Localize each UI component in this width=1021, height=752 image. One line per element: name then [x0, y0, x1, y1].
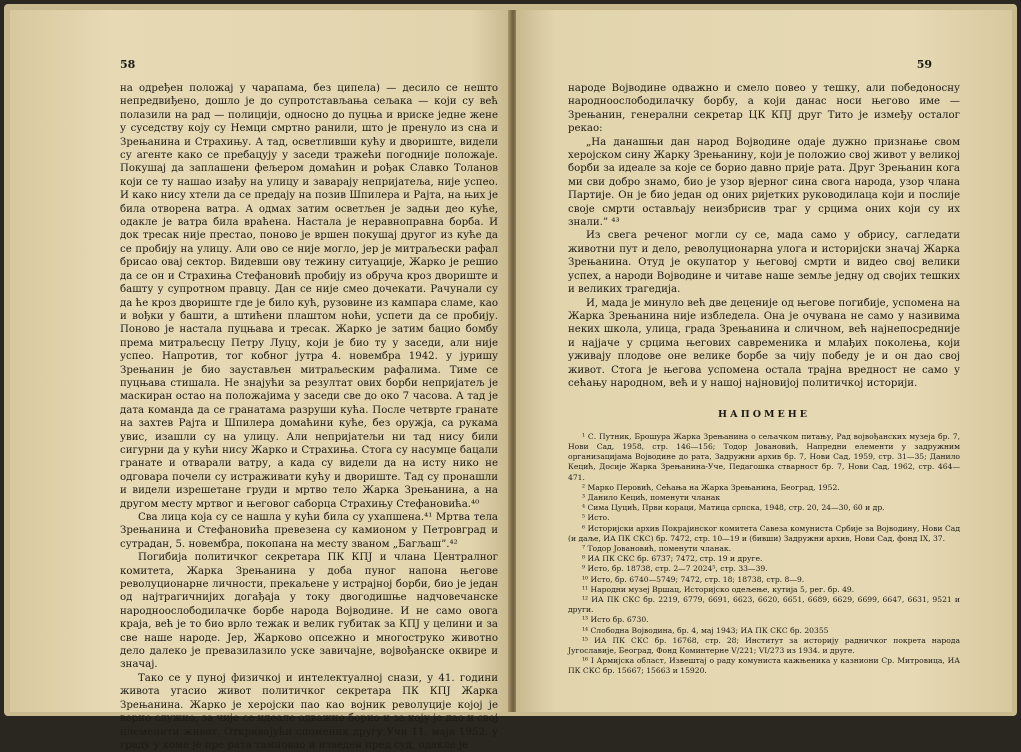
footnote: ¹⁴ Слободна Војводина, бр. 4, мај 1943; ИА ПК СКС бр. 20355	[582, 625, 829, 635]
book-spread	[4, 4, 1017, 751]
footnote: ⁴ Сима Цуцић, Први кораци, Матица српска, 1948, стр. 20, 24—30, 60 и др.	[582, 503, 885, 513]
right-page-body	[568, 82, 960, 677]
page-number-left: 58	[120, 58, 136, 71]
left-paragraph: Сва лица која су се нашла у кући била су ухапшена.⁴¹ Мртва тела Зрењанина и Стефановића превезена су камионом у Петровград и сутрадан, 5. новембра, покопана на месту званом „Багљаш”.⁴²	[120, 512, 498, 550]
left-paragraph: Тако се у пуној физичкој и интелектуалној снази, у 41. години живота угасио живот политичког секретара ПК КПЈ Жарка Зрењанина. Жарко је херојски пао као војник револуције којој је верно служио, за чије се идеале одважно борио и за коју је дао и свој племенити живот. Откривајући споменик другу Учи 11. маја 1952. у граду у коме је пре рата тамновао и изведен пред суд, одакле је	[120, 672, 498, 751]
left-paragraph: на одређен положај у чарапама, без ципела) — десило се нешто непредвиђено, дошло је до супротстављања сељака — који су већ полазили на рад — полицији, односно до пуцња и вриске једне жене у суседству коју су Немци смртно ранили, што је пренуло из сна и Зрењанина и Страхињу. А тад, осветливши кућу и двориште, видели су агенте како се пребацују у заседи тражећи погодније положаје. Покушај да заплашени фељером домаћин и рођак Славко Толанов који се ту нашао изађу на улицу и заварају непријатеља, није успео. И како нису хтели да се предају на позив Шпилера и Рајта, на њих је била отворена ватра. А одмах затим осветљен је задњи део куће, одакле је ватра била враћена. Настала је неравноправна борба. И док тресак није престао, поново је вршен покушај другог из куће да се пробију на улицу. Али ово се није могло, јер је митраљески рафал брисао овај сектор. Видевши ову тежину ситуације, Жарко је решио да се он и Страхиња Стефановић пробију из обруча кроз двориште и башту у супротном правцу. Дан се није смео дочекати. Рачунали су да ће кроз двориште где је било кућ, рузовине из кампара сламе, као и вођки у башти, а штићени плаштом ноћи, успети да се пробију. Поново је настала пуцњава и тресак. Жарко је затим бацио бомбу према митраљесцу Петру Луцу, који је био ту у заседи, али није успео. Напротив, тог кобног јутра 4. новембра 1942. у јуришу Зрењанин је био заустављен митраљеским рафалима. Тиме се пуцњава стишала. Не знајући за резултат ових борби непријатељ је маскиран остао на положајима у заседи све до око 7 часова. А тад је дата команда да се гранатама разруши кућа. После четврте гранате на захтев Рајта и Шпилера домаћини куће, без оружја, са рукама увис, изашли су на улицу. Али непријатељи ни тад нису били сигурни да у кући нису Жарко и Страхиња. Стога су насумце бацали гранате и отварали ватру, а када су видели да на исту нико не одговара почели су истраживати кућу и двориште. Тад су пронашли и видели изрешетане груди и мртво тело Жарка Зрењанина, а на другом месту мртвог и његовог саборца Страхињу Стефановића.⁴⁰	[120, 83, 498, 510]
footnote: ² Марко Перовић, Сећања на Жарка Зрењанина, Београд, 1952.	[582, 482, 840, 492]
footnote: ⁷ Тодор Јовановић, поменути чланак.	[582, 543, 732, 553]
notes-heading: НАПОМЕНЕ	[718, 409, 810, 421]
page-number-right: 59	[916, 58, 932, 71]
notes-list	[568, 432, 960, 677]
left-paragraph: Погибија политичког секретара ПК КПЈ и члана Централног комитета, Жарка Зрењанина у доба пуног напона његове револуционарне личности, прекаљене у истрајној борби, био је један од најтрагичнијих догађаја у току двогодишње надчовечанске народноослободилачке борбе народа Војводине. И не само овога краја, већ је то био врло тежак и велик губитак за КПЈ у целини и за све наше народе. Јер, Жарково опсежно и многоструко животно дело далеко је превазилазило уске завичајне, војвођанске оквире и значај.	[120, 552, 498, 671]
right-paragraph: народе Војводине одважно и смело повео у тешку, али победоносну народноослободилачку борбу, а који данас носи његово име — Зрењанин, генерални секретар ЦК КПЈ друг Тито је између осталог рекао:	[568, 83, 960, 135]
footnote: ¹⁰ Исто, бр. 6740—5749; 7472, стр. 18; 18738, стр. 8—9.	[582, 574, 805, 584]
footnote: ¹² ИА ПК СКС бр. 2219, 6779, 6691, 6623, 6620, 6651, 6689, 6629, 6699, 6647, 6631, 9521 и други.	[568, 595, 960, 615]
right-page	[516, 10, 1012, 712]
footnote: ⁵ Исто.	[582, 513, 610, 523]
footnote: ³ Данило Кецић, поменути чланак	[582, 492, 721, 502]
footnote: ¹ С. Путник, Брошура Жарка Зрењанина о сељачком питању, Рад војвођанских музеја бр. 7, Нови Сад, 1958, стр. 146—156; Тодор Јовановић, Напредни елементи у задружним организацијама Војводине до рата, Задружни архив бр. 7, Нови Сад, 1959, стр. 31—35; Данило Кецић, Досије Жарка Зрењанина-Уче, Педагошка стварност бр. 7, Нови Сад, 1962, стр. 464—471.	[568, 431, 960, 482]
footnote: ⁶ Историјски архив Покрајинског комитета Савеза комуниста Србије за Војводину, Нови Сад (и даље, ИА ПК СКС) бр. 7472, стр. 10—19 и (бивши) Задружни архив, Нови Сад, фонд IX, 37.	[568, 523, 960, 543]
left-page-body	[120, 82, 498, 752]
footnote: ⁸ ИА ПК СКС бр. 6737; 7472, стр. 19 и друге.	[582, 554, 763, 564]
right-paragraph: Из свега реченог могли су се, мада само у обрису, сагледати животни пут и дело, револуционарна улога и историјски значај Жарка Зрењанина. Отуд је окупатор у његовој смрти и видео свој велики успех, а народи Војводине и читаве наше земље једну од својих тешких и великих трагедија.	[568, 230, 960, 296]
footnote: ¹⁵ ИА ПК СКС бр. 16768, стр. 28; Институт за историју радничког покрета народа Југославије, Београд, Фонд Коминтерне V/221; VI/273 из 1934. и друге.	[568, 635, 960, 656]
footnote: ¹³ Исто бр. 6730.	[582, 615, 649, 625]
footnote: ¹¹ Народни музеј Вршац, Историјско одељење, кутија 5, рег. бр. 49.	[582, 584, 855, 594]
left-page	[10, 10, 510, 751]
right-paragraph: И, мада је минуло већ две деценије од његове погибије, успомена на Жарка Зрењанина није избледела. Она је очувана не само у називима неких школа, улица, града Зрењанина и сличном, већ најнепосредније и најјаче у срцима његових савременика и млађих поколења, који уживају плодове оне велике борбе за чију победу је и он дао свој живот. Стога је његова успомена остала трајна вредност не само у сећању народном, већ и у нашој најновијој политичкој историји.	[568, 297, 960, 389]
footnote: ⁹ Исто, бр. 18738, стр. 2—7 2024⁵, стр. 33—39.	[582, 564, 768, 574]
footnote: ¹⁶ I Армијска област, Извештај о раду комуниста кажњеника у казниони Ср. Митровица, ИА ПК СКС бр. 15667; 15663 и 15920.	[568, 656, 960, 676]
quotation-paragraph: „На данашњи дан народ Војводине одаје дужно признање свом херојском сину Жарку Зрењанину, који је положио свој живот у великој борби за идеале за које се борио давно прије рата. Друг Зрењанин кога ми сви добро знамо, био је узор вјерног сина свога народа, узор члана Партије. Он је био један од оних ријетких руководилаца који и послије своје смрти остављају неизбрисив траг у срцима оних који су их знали.” ⁴³	[568, 136, 960, 229]
